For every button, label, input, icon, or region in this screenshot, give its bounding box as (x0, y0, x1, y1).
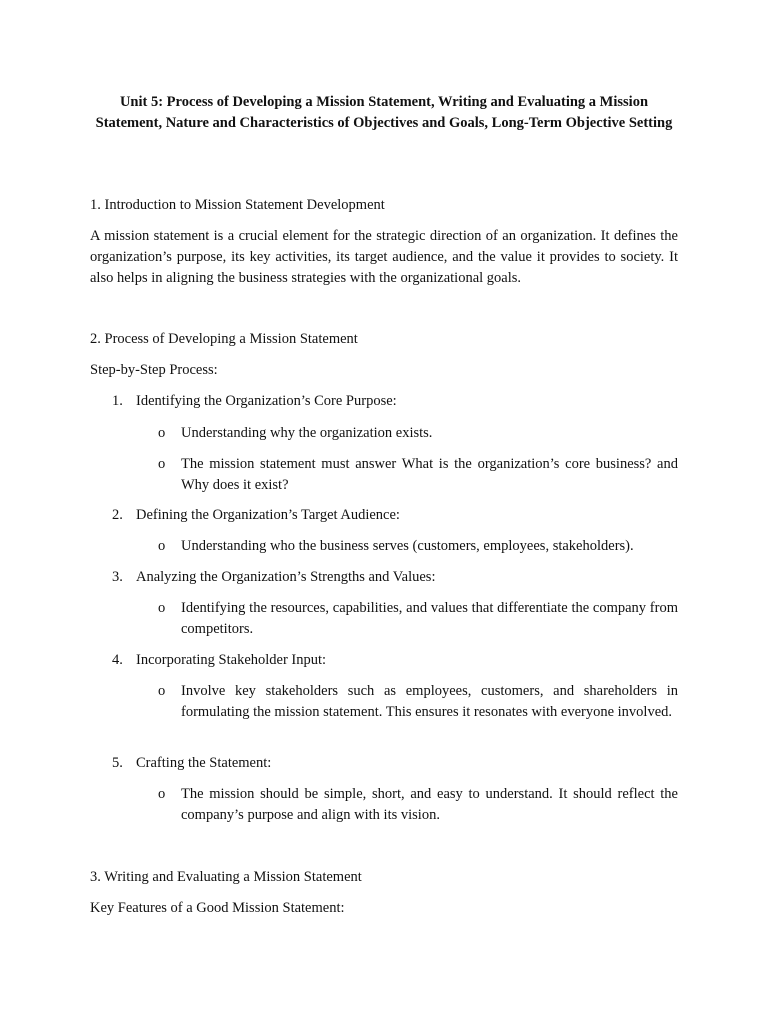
step-number: 5. (112, 755, 123, 771)
step-3-bullet-1: Identifying the resources, capabilities, and values that differentiate the company from competitors. (181, 600, 678, 637)
section-2-subheading: Step-by-Step Process: (90, 362, 218, 378)
bullet-icon: o (158, 600, 166, 616)
bullet-icon: o (158, 456, 166, 472)
step-number: 2. (112, 507, 123, 523)
step-4 (112, 650, 326, 671)
step-2 (112, 505, 400, 526)
step-number: 4. (112, 652, 123, 668)
step-1-bullet-1: Understanding why the organization exists. (181, 425, 433, 441)
document-title: Unit 5: Process of Developing a Mission Statement, Writing and Evaluating a Mission Statement, Nature and Characteristics of Objectives and Goals, Long-Term Objective Setting (95, 94, 673, 131)
step-5 (112, 753, 271, 774)
step-4-bullet-1: Involve key stakeholders such as employees, customers, and shareholders in formulating the mission statement. This ensures it resonates with everyone involved. (181, 683, 678, 720)
step-1 (112, 391, 397, 412)
section-1-paragraph: A mission statement is a crucial element for the strategic direction of an organization. It defines the organization’s purpose, its key activities, its target audience, and the value it provides to society. It also helps in aligning the business strategies with the organizational goals. (90, 228, 678, 286)
step-3 (112, 567, 435, 588)
section-1-heading: 1. Introduction to Mission Statement Development (90, 197, 385, 213)
step-number: 1. (112, 393, 123, 409)
step-label: Defining the Organization’s Target Audience: (136, 507, 400, 523)
step-5-bullet-1: The mission should be simple, short, and easy to understand. It should reflect the company’s purpose and align with its vision. (181, 786, 678, 823)
section-3-subheading: Key Features of a Good Mission Statement: (90, 900, 345, 916)
step-number: 3. (112, 569, 123, 585)
bullet-icon: o (158, 425, 166, 441)
step-label: Incorporating Stakeholder Input: (136, 652, 327, 668)
section-2-heading: 2. Process of Developing a Mission Statement (90, 331, 358, 347)
section-3-heading: 3. Writing and Evaluating a Mission Statement (90, 869, 362, 885)
step-label: Analyzing the Organization’s Strengths and Values: (136, 569, 436, 585)
bullet-icon: o (158, 683, 166, 699)
step-label: Identifying the Organization’s Core Purpose: (136, 393, 397, 409)
bullet-icon: o (158, 538, 166, 554)
step-label: Crafting the Statement: (136, 755, 272, 771)
step-2-bullet-1: Understanding who the business serves (customers, employees, stakeholders). (181, 538, 634, 554)
bullet-icon: o (158, 786, 166, 802)
step-1-bullet-2: The mission statement must answer What is the organization’s core business? and Why does it exist? (181, 456, 678, 493)
